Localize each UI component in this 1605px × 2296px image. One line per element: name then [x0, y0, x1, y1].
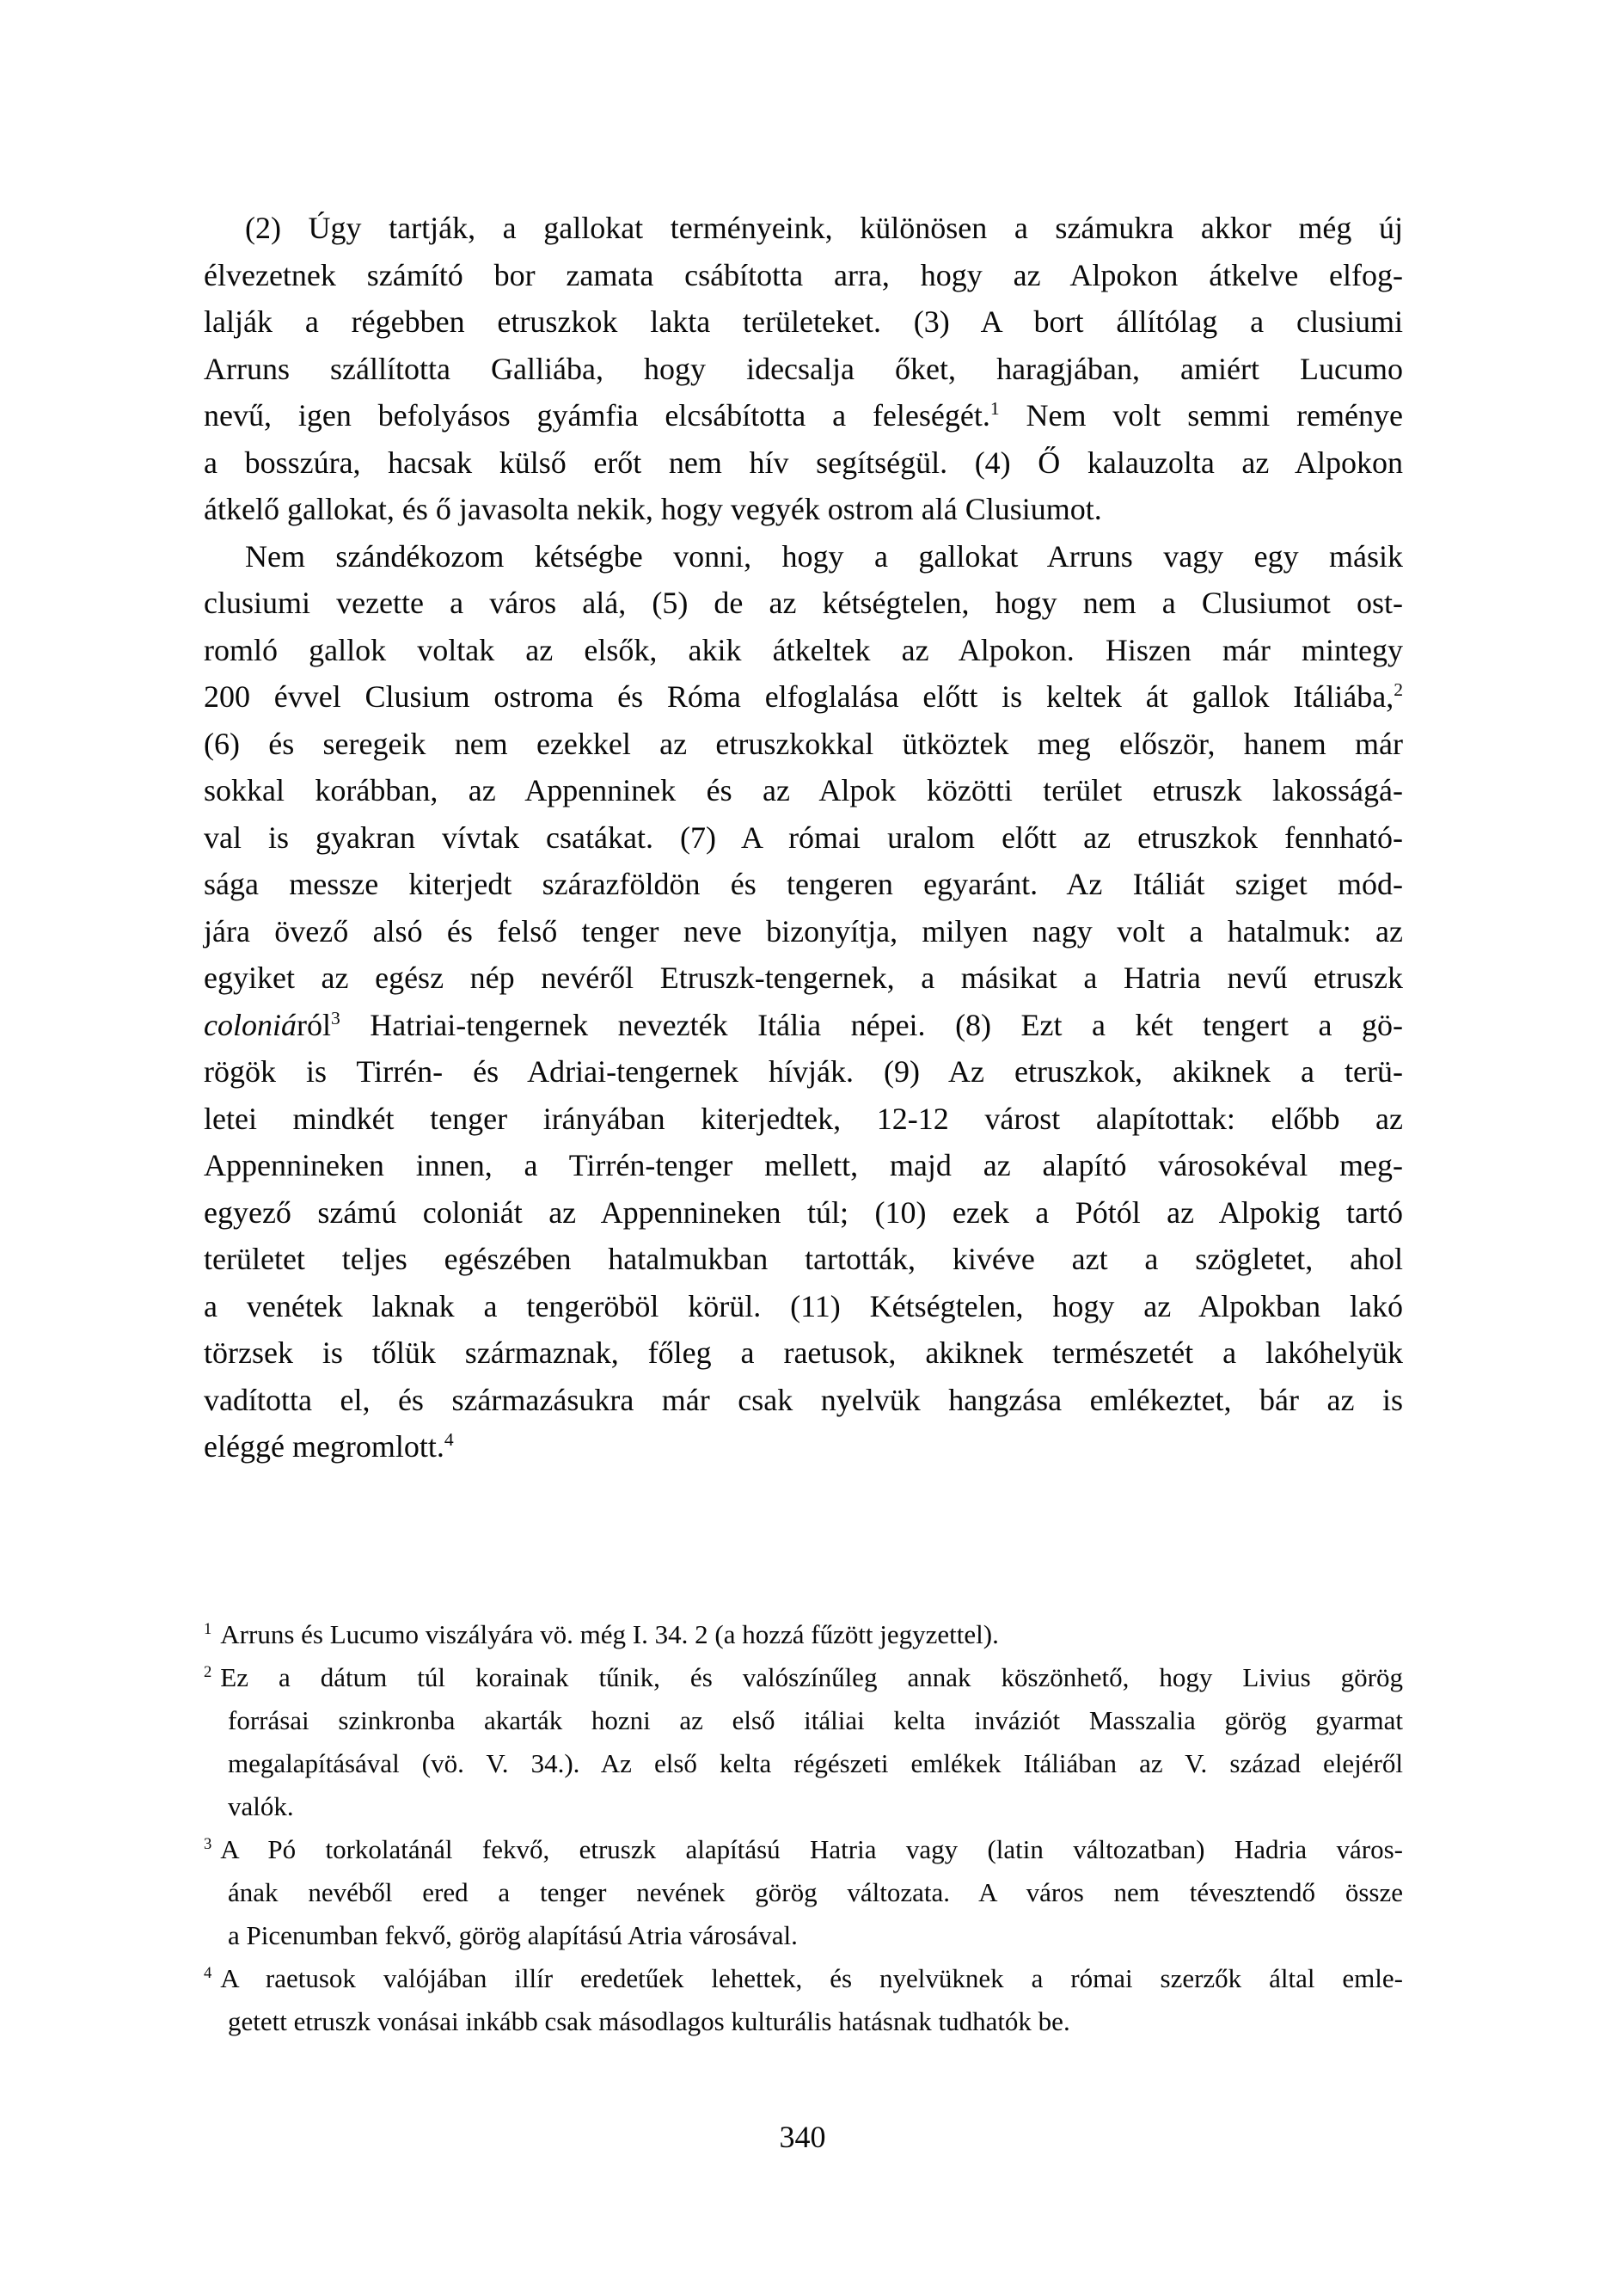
footnote-line — [204, 1957, 1403, 2000]
body-text — [204, 205, 1403, 1470]
footnote-line: forrásai szinkronba akarták hozni az első itáliai kelta inváziót Masszalia görög gyarmat — [228, 1705, 1403, 1735]
text-line: átkelő gallokat, és ő javasolta nekik, hogy vegyék ostrom alá Clusiumot. — [204, 492, 1102, 526]
footnotes — [204, 1613, 1403, 2043]
footnote-text: Ez a dátum túl korainak tűnik, és valószínűleg annak köszönhető, hogy Livius görög — [220, 1662, 1403, 1692]
text-line: a bosszúra, hacsak külső erőt nem hív segítségül. (4) Ő kalauzolta az Alpokon — [204, 445, 1403, 480]
text-line: rögök is Tirrén- és Adriai-tengernek hívják. (9) Az etruszkok, akiknek a terü- — [204, 1054, 1403, 1089]
footnote-line: getett etruszk vonásai inkább csak másodlagos kulturális hatásnak tudhatók be. — [228, 2006, 1070, 2036]
footnote-line — [204, 1656, 1403, 1699]
text-line: törzsek is tőlük származnak, főleg a raetusok, akiknek természetét a lakóhelyük — [204, 1335, 1403, 1370]
text-line: letei mindkét tenger irányában kiterjedtek, 12-12 várost alapítottak: előbb az — [204, 1101, 1403, 1136]
paragraph — [204, 205, 1403, 533]
text-line: Nem szándékozom kétségbe vonni, hogy a gallokat Arruns vagy egy másik — [245, 538, 1403, 574]
text-line: (2) Úgy tartják, a gallokat terményeink, különösen a számukra akkor még új — [245, 211, 1403, 245]
footnote — [204, 1828, 1403, 1957]
footnote-line: megalapításával (vö. V. 34.). Az első kelta régészeti emlékek Itáliában az V. század elejéről — [228, 1748, 1403, 1778]
text-line: val is gyakran vívtak csatákat. (7) A római uralom előtt az etruszkok fennható- — [204, 820, 1403, 855]
text-line — [204, 392, 1403, 439]
text-line — [204, 1423, 1403, 1470]
page-number: 340 — [779, 2120, 826, 2154]
text-line: a venétek laknak a tengeröböl körül. (11) Kétségtelen, hogy az Alpokban lakó — [204, 1288, 1403, 1323]
footnote — [204, 1613, 1403, 1656]
text-line: sága messze kiterjedt szárazföldön és tengeren egyaránt. Az Itáliát sziget mód- — [204, 867, 1403, 901]
footnote — [204, 1957, 1403, 2043]
footnote-marker: 2 — [204, 1662, 212, 1681]
footnote-marker: 1 — [204, 1619, 212, 1638]
text-line — [204, 673, 1403, 721]
footnote-line: valók. — [228, 1791, 294, 1821]
italic-text: coloniá — [204, 1007, 297, 1042]
text-line — [204, 1002, 1403, 1049]
footnote-line: a Picenumban fekvő, görög alapítású Atria városával. — [228, 1920, 798, 1950]
paragraph — [204, 533, 1403, 1470]
text-line: területet teljes egészében hatalmukban tartották, kivéve azt a szögletet, ahol — [204, 1242, 1403, 1276]
text-segment: 200 évvel Clusium ostroma és Róma elfoglalása előtt is keltek át gallok Itáliába, — [204, 679, 1394, 714]
text-segment: eléggé megromlott. — [204, 1429, 444, 1464]
text-line: jára övező alsó és felső tenger neve bizonyítja, milyen nagy volt a hatalmuk: az — [204, 913, 1403, 948]
text-line: Appennineken innen, a Tirrén-tenger mellett, majd az alapító városokéval meg- — [204, 1148, 1403, 1182]
footnote-reference: 1 — [989, 398, 1000, 419]
text-line: (6) és seregeik nem ezekkel az etruszkokkal ütköztek meg először, hanem már — [204, 726, 1403, 761]
footnote — [204, 1656, 1403, 1828]
footnote-reference: 3 — [330, 1007, 340, 1028]
text-line: romló gallok voltak az elsők, akik átkeltek az Alpokon. Hiszen már mintegy — [204, 632, 1403, 667]
footnote-marker: 4 — [204, 1963, 212, 1982]
footnote-line: ának nevéből ered a tenger nevének görög változata. A város nem tévesztendő össze — [228, 1877, 1403, 1907]
footnote-text: Arruns és Lucumo viszályára vö. még I. 34. 2 (a hozzá fűzött jegyzettel). — [220, 1619, 999, 1649]
text-segment: Nem volt semmi reménye — [999, 398, 1403, 433]
footnote-text: A raetusok valójában illír eredetűek lehettek, és nyelvüknek a római szerzők által emle- — [220, 1963, 1403, 1993]
text-line: lalják a régebben etruszkok lakta területeket. (3) A bort állítólag a clusiumi — [204, 304, 1403, 339]
footnote-reference: 4 — [444, 1429, 454, 1450]
text-line: Arruns szállította Galliába, hogy idecsalja őket, haragjában, amiért Lucumo — [204, 351, 1403, 386]
text-segment: ról — [296, 1007, 331, 1042]
footnote-line — [204, 1828, 1403, 1871]
text-line: egyező számú coloniát az Appennineken túl; (10) ezek a Pótól az Alpokig tartó — [204, 1194, 1403, 1230]
footnote-text: A Pó torkolatánál fekvő, etruszk alapítású Hatria vagy (latin változatban) Hadria város- — [220, 1834, 1403, 1864]
footnote-reference: 2 — [1394, 679, 1403, 700]
text-line: sokkal korábban, az Appenninek és az Alpok közötti terület etruszk lakosságá- — [204, 773, 1403, 807]
text-line: élvezetnek számító bor zamata csábította arra, hogy az Alpokon átkelve elfog- — [204, 257, 1403, 292]
footnote-line — [204, 1613, 1403, 1656]
text-line: clusiumi vezette a város alá, (5) de az kétségtelen, hogy nem a Clusiumot ost- — [204, 586, 1403, 620]
text-line: vadította el, és származásukra már csak nyelvük hangzása emlékeztet, bár az is — [204, 1382, 1403, 1417]
text-segment: Hatriai-tengernek nevezték Itália népei. (8) Ezt a két tengert a gö- — [340, 1007, 1403, 1042]
text-line: egyiket az egész nép nevéről Etruszk-tengernek, a másikat a Hatria nevű etruszk — [204, 961, 1403, 995]
text-segment: nevű, igen befolyásos gyámfia elcsábította a feleségét. — [204, 398, 990, 433]
footnote-marker: 3 — [204, 1834, 212, 1853]
